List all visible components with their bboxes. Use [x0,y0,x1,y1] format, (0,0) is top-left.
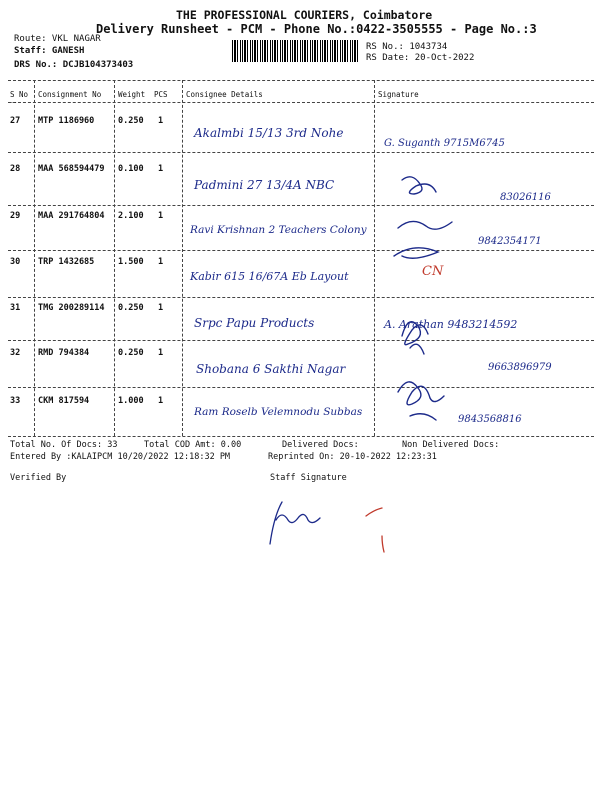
total-cod: Total COD Amt: 0.00 [144,440,242,450]
row-weight: 2.100 [118,211,144,221]
entered-by: Entered By :KALAIPCM 10/20/2022 12:18:32 PM [10,452,231,462]
row-pcs: 1 [158,116,164,126]
staff-signature-icon [258,496,398,566]
verified-by: Verified By [10,473,67,483]
staff-signature-label: Staff Signature [270,473,347,483]
column-divider [34,80,35,436]
row-pcs: 1 [158,303,164,313]
rs-number: RS No.: 1043734 [366,42,448,52]
row-consignment: TRP 1432685 [38,257,95,267]
col-header-consignee: Consignee Details [186,90,263,99]
drs-number: DRS No.: DCJB104373403 [14,60,134,70]
col-header-weight: Weight [118,90,146,99]
row-weight: 1.000 [118,396,144,406]
row-signature: CN [422,264,444,279]
row-weight: 0.250 [118,348,144,358]
row-consignee-details: Ravi Krishnan 2 Teachers Colony [190,224,367,236]
row-pcs: 1 [158,257,164,267]
divider [8,102,594,103]
divider [8,80,594,81]
delivered-docs: Delivered Docs: [282,440,359,450]
non-delivered-docs: Non Delivered Docs: [402,440,500,450]
rs-date: RS Date: 20-Oct-2022 [366,53,475,63]
column-divider [374,80,375,436]
company-title: THE PROFESSIONAL COURIERS, Coimbatore [176,8,433,22]
row-signature: 9842354171 [478,236,542,247]
row-consignee-details: Srpc Papu Products [194,316,315,330]
col-header-consignment: Consignment No [38,90,102,99]
row-weight: 0.250 [118,116,144,126]
row-consignee-details: Shobana 6 Sakthi Nagar [196,362,346,376]
row-sno: 32 [10,348,21,358]
runsheet-subtitle: Delivery Runsheet - PCM - Phone No.:0422-3505555 - Page No.:3 [96,22,537,36]
column-divider [182,80,183,436]
column-divider [114,80,115,436]
divider [8,152,594,153]
row-signature: A. Arathan 9483214592 [384,318,518,331]
row-pcs: 1 [158,348,164,358]
barcode-icon [232,40,360,62]
col-header-sno: S No [10,90,29,99]
row-weight: 0.100 [118,164,144,174]
row-consignment: CKM 817594 [38,396,90,406]
col-header-pcs: PCS [154,90,168,99]
dash-mark: -- [10,99,18,106]
row-weight: 1.500 [118,257,144,267]
row-sno: 28 [10,164,21,174]
row-consignment: MTP 1186960 [38,116,95,126]
row-sno: 33 [10,396,21,406]
row-pcs: 1 [158,211,164,221]
row-consignment: MAA 291764804 [38,211,105,221]
signature-scribbles-icon [380,160,580,440]
row-sno: 27 [10,116,21,126]
row-consignee-details: Kabir 615 16/67A Eb Layout [190,270,349,283]
row-signature: G. Suganth 9715M6745 [384,138,505,149]
row-sno: 31 [10,303,21,313]
total-docs: Total No. Of Docs: 33 [10,440,118,450]
row-signature: 83026116 [500,192,551,203]
row-consignee-details: Padmini 27 13/4A NBC [194,178,335,192]
row-consignee-details: Ram Roselb Velemnodu Subbas [194,406,363,418]
row-signature: 9663896979 [488,362,552,373]
row-sno: 29 [10,211,21,221]
reprinted-on: Reprinted On: 20-10-2022 12:23:31 [268,452,437,462]
row-consignment: MAA 568594479 [38,164,105,174]
route-label: Route: VKL NAGAR [14,34,101,44]
row-consignee-details: Akalmbi 15/13 3rd Nohe [194,126,344,140]
row-signature: 9843568816 [458,414,522,425]
row-consignment: TMG 200289114 [38,303,105,313]
row-sno: 30 [10,257,21,267]
col-header-signature: Signature [378,90,419,99]
row-weight: 0.250 [118,303,144,313]
row-pcs: 1 [158,396,164,406]
row-consignment: RMD 794384 [38,348,90,358]
staff-label: Staff: GANESH [14,46,85,56]
row-pcs: 1 [158,164,164,174]
